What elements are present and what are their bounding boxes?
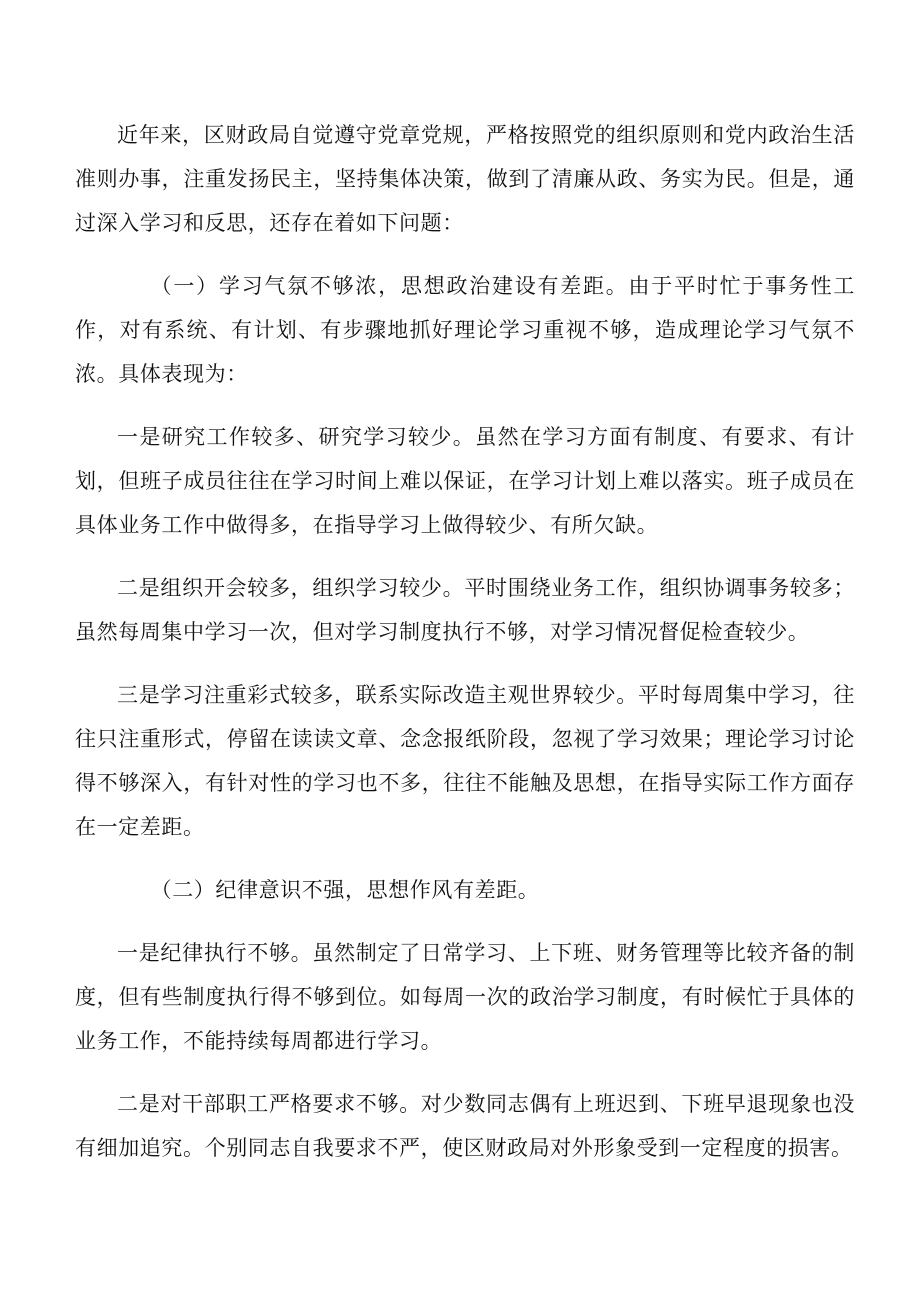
section-two-heading-paragraph: （二）纪律意识不强，思想作风有差距。 bbox=[150, 878, 540, 902]
point-three-paragraph: 三是学习注重彩式较多，联系实际改造主观世界较少。平时每周集中学习，往往只注重形式，停留在读读文章、念念报纸阶段，忽视了学习效果；理论学习讨论得不够深入，有针对性的学习也不多，往往不能触及思想，在指导实际工作方面存在一定差距。 bbox=[75, 683, 855, 839]
document-body bbox=[75, 113, 855, 1189]
section-one-heading-paragraph: （一）学习气氛不够浓，思想政治建设有差距。由于平时忙于事务性工作，对有系统、有计划、有步骤地抓好理论学习重视不够，造成理论学习气氛不浓。具体表现为： bbox=[75, 274, 855, 386]
point-two-paragraph: 二是组织开会较多，组织学习较少。平时围绕业务工作，组织协调事务较多；虽然每周集中学习一次，但对学习制度执行不够，对学习情况督促检查较少。 bbox=[75, 576, 855, 644]
discipline-point-two-paragraph: 二是对干部职工严格要求不够。对少数同志偶有上班迟到、下班早退现象也没有细加追究。个别同志自我要求不严，使区财政局对外形象受到一定程度的损害。 bbox=[75, 1092, 855, 1160]
point-one-paragraph: 一是研究工作较多、研究学习较少。虽然在学习方面有制度、有要求、有计划，但班子成员往往在学习时间上难以保证，在学习计划上难以落实。班子成员在具体业务工作中做得多，在指导学习上做得较少、有所欠缺。 bbox=[75, 425, 855, 537]
discipline-point-one-paragraph: 一是纪律执行不够。虽然制定了日常学习、上下班、财务管理等比较齐备的制度，但有些制度执行得不够到位。如每周一次的政治学习制度，有时候忙于具体的业务工作，不能持续每周都进行学习。 bbox=[75, 941, 855, 1053]
intro-paragraph: 近年来，区财政局自觉遵守党章党规，严格按照党的组织原则和党内政治生活准则办事，注重发扬民主，坚持集体决策，做到了清廉从政、务实为民。但是，通过深入学习和反思，还存在着如下问题： bbox=[75, 123, 855, 235]
